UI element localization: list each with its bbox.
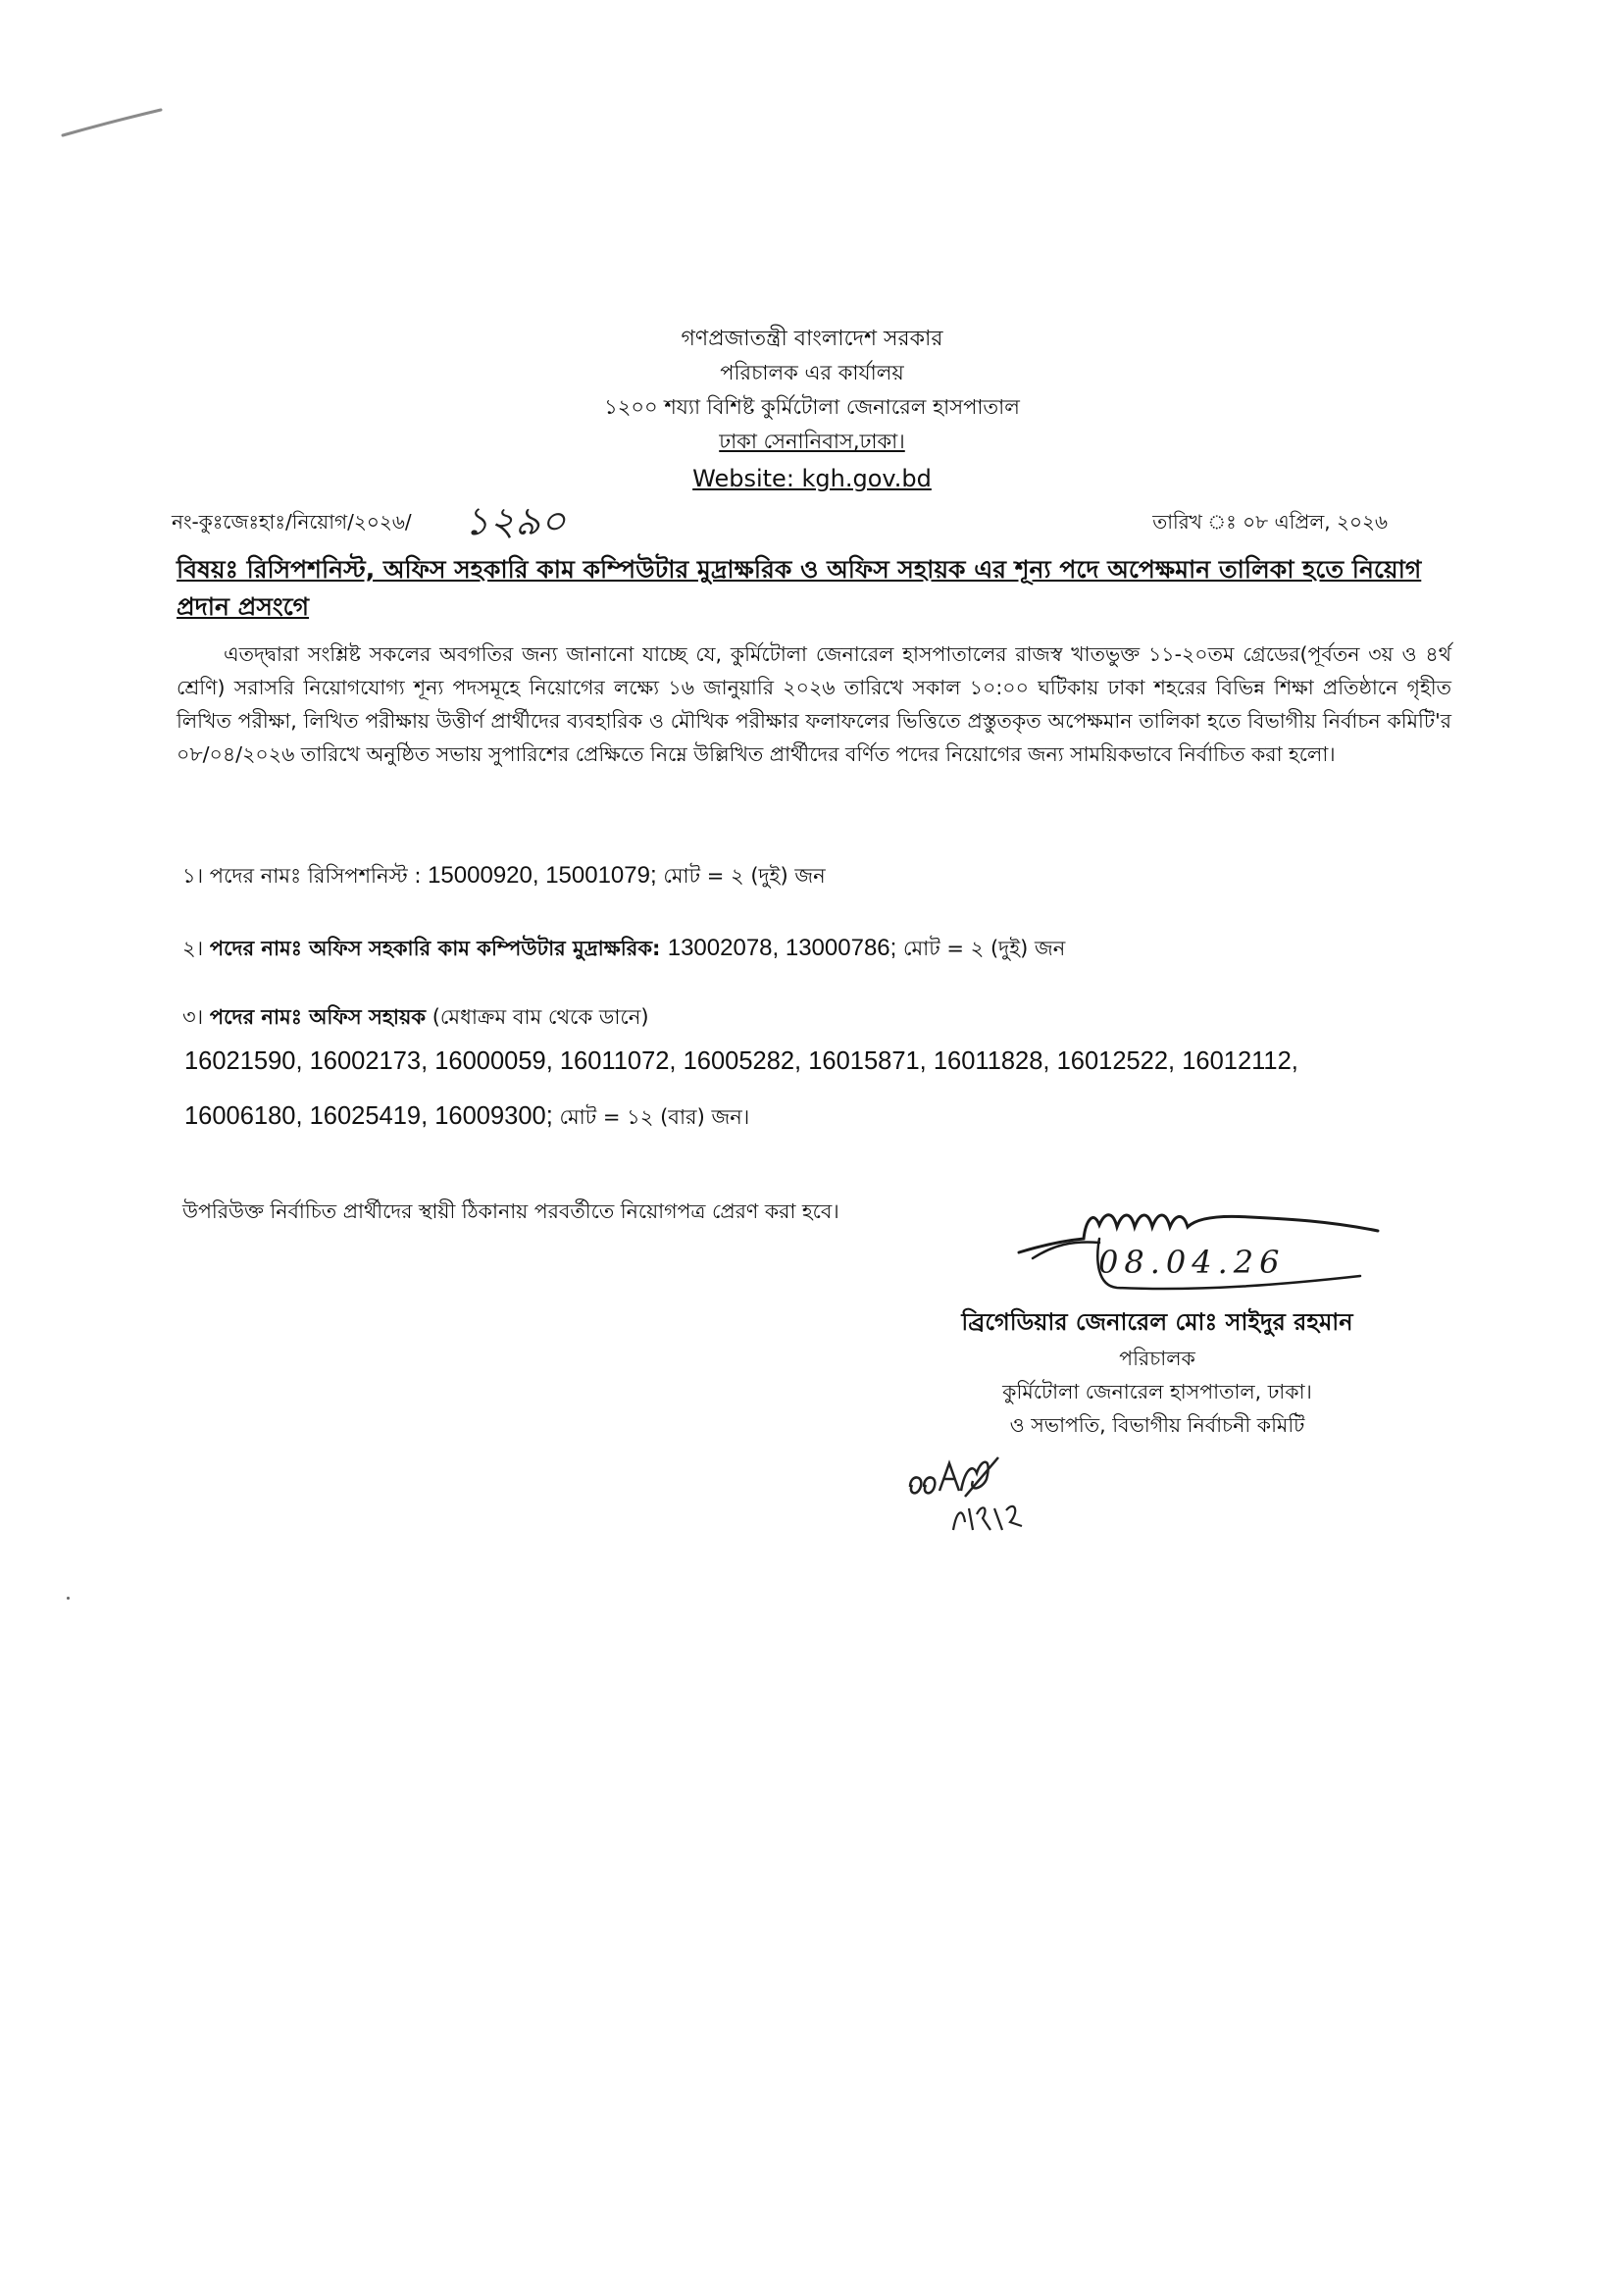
memo-date: তারিখ ঃ ০৮ এপ্রিল, ২০২৬: [1152, 510, 1388, 534]
memo-number: নং-কুঃজেঃহাঃ/নিয়োগ/২০২৬/: [172, 510, 412, 534]
signatory-committee: ও সভাপতি, বিভাগীয় নির্বাচনী কমিটি: [1009, 1413, 1305, 1437]
roll-numbers-line-1: 16021590, 16002173, 16000059, 16011072, 16005282, 16015871, 16011828, 16012522, 16012112,: [184, 1047, 1298, 1075]
initials-mark: [904, 1440, 1051, 1538]
post-item-office-helper: [182, 1000, 1457, 1034]
office-name: পরিচালক এর কার্যালয়: [720, 361, 904, 384]
roll-numbers: 15000920, 15001079;: [428, 862, 657, 889]
signatory-block: [883, 1302, 1432, 1442]
letterhead: [0, 322, 1624, 498]
director-signature: [1015, 1182, 1388, 1300]
hospital-location: ঢাকা সেনানিবাস,ঢাকা।: [719, 430, 905, 453]
website-link[interactable]: Website: kgh.gov.bd: [692, 465, 932, 492]
signature-date: 08.04.26: [1098, 1244, 1286, 1281]
post-item-receptionist: [182, 859, 1457, 892]
roll-numbers: 16006180, 16025419, 16009300;: [184, 1102, 553, 1130]
signatory-name: ব্রিগেডিয়ার জেনারেল মোঃ সাইদুর রহমান: [961, 1308, 1353, 1336]
signatory-institution: কুর্মিটোলা জেনারেল হাসপাতাল, ঢাকা।: [1002, 1380, 1312, 1403]
roll-numbers: 13002078, 13000786;: [667, 935, 897, 961]
scan-pen-mark: [61, 106, 163, 139]
post-total: মোট = ১২ (বার) জন।: [552, 1105, 750, 1129]
hospital-name: ১২০০ শয্যা বিশিষ্ট কুর্মিটোলা জেনারেল হাসপাতাল: [604, 395, 1020, 419]
roll-numbers-line-2: [184, 1098, 749, 1135]
post-label: ১। পদের নামঃ রিসিপশনিস্ট :: [182, 864, 429, 888]
reference-row: [172, 499, 1388, 544]
government-name: গণপ্রজাতন্ত্রী বাংলাদেশ সরকার: [681, 327, 943, 351]
post-total: মোট = ২ (দুই) জন: [896, 937, 1066, 960]
post-total: মোট = ২ (দুই) জন: [656, 864, 826, 888]
closing-statement: উপরিউক্ত নির্বাচিত প্রার্থীদের স্থায়ী ঠিকানায় পরবর্তীতে নিয়োগপত্র প্রেরণ করা হবে।: [182, 1199, 839, 1223]
subject-line: বিষয়ঃ রিসিপশনিস্ট, অফিস সহকারি কাম কম্পিউটার মুদ্রাক্ষরিক ও অফিস সহায়ক এর শূন্য পদে অপেক্ষমান তালিকা হতে নিয়োগ প্রদান প্রসংগে: [177, 555, 1422, 621]
post-label: পদের নামঃ অফিস সহায়ক: [209, 1005, 427, 1029]
post-item-office-assistant-typist: [182, 932, 1457, 965]
memo-number-handwritten: ১২৯০: [464, 499, 566, 544]
post-label: পদের নামঃ অফিস সহকারি কাম কম্পিউটার মুদ্রাক্ষরিক:: [209, 937, 668, 960]
scan-dot: [67, 1597, 70, 1600]
item-number: ৩।: [182, 1005, 210, 1029]
signatory-title: পরিচালক: [1119, 1347, 1195, 1370]
merit-order-note: (মেধাক্রম বাম থেকে ডানে): [426, 1005, 649, 1029]
item-number: ২।: [182, 937, 210, 960]
body-paragraph: এতদ্দ্বারা সংশ্লিষ্ট সকলের অবগতির জন্য জানানো যাচ্ছে যে, কুর্মিটোলা জেনারেল হাসপাতালের রাজস্ব খাতভুক্ত ১১-২০তম গ্রেডের(পূর্বতন ৩য় ও ৪র্থ শ্রেণি) সরাসরি নিয়োগযোগ্য শূন্য পদসমূহে নিয়োগের লক্ষ্যে ১৬ জানুয়ারি ২০২৬ তারিখে সকাল ১০:০০ ঘটিকায় ঢাকা শহরের বিভিন্ন শিক্ষা প্রতিষ্ঠানে গৃহীত লিখিত পরীক্ষা, লিখিত পরীক্ষায় উত্তীর্ণ প্রার্থীদের ব্যবহারিক ও মৌখিক পরীক্ষার ফলাফলের ভিত্তিতে প্রস্তুতকৃত অপেক্ষমান তালিকা হতে বিভাগীয় নির্বাচন কমিটি'র ০৮/০৪/২০২৬ তারিখে অনুষ্ঠিত সভায় সুপারিশের প্রেক্ষিতে নিম্নে উল্লিখিত প্রার্থীদের বর্ণিত পদের নিয়োগের জন্য সাময়িকভাবে নির্বাচিত করা হলো।: [177, 642, 1451, 766]
